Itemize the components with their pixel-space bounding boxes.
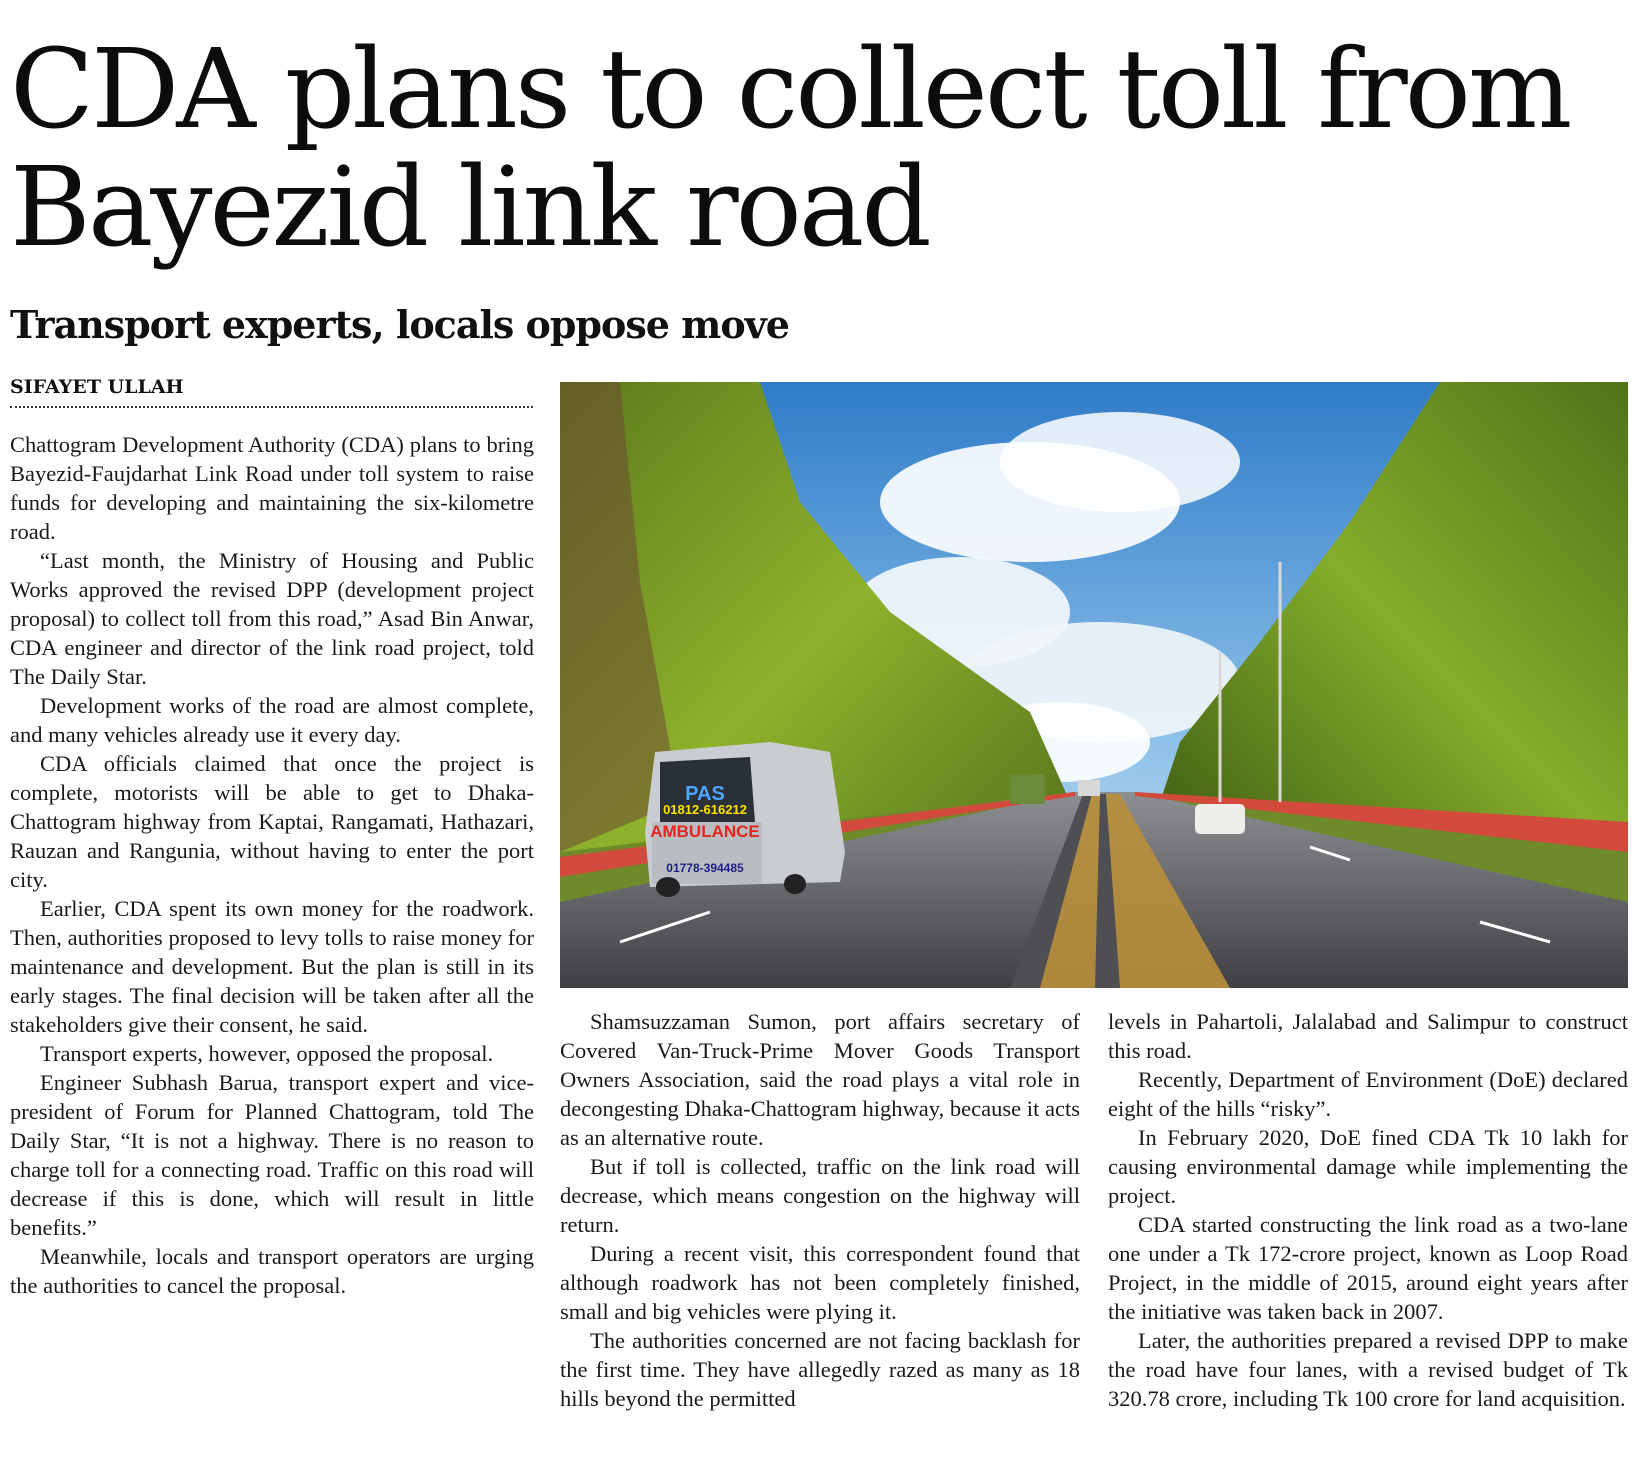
paragraph: Later, the authorities prepared a revised DPP to make the road have four lanes, with a revised budget of Tk 320.78 crore, including Tk 100 crore for land acquisition. xyxy=(1108,1328,1628,1411)
subheadline: Transport experts, locals oppose move xyxy=(10,302,789,347)
article-column-1 xyxy=(10,430,534,1300)
byline: SIFAYET ULLAH xyxy=(10,376,533,408)
ambulance-rear-phone: 01778-394485 xyxy=(666,861,744,875)
paragraph: Shamsuzzaman Sumon, port affairs secretary of Covered Van-Truck-Prime Mover Goods Transport Owners Association, said the road plays a vital role in decongesting Dhaka-Chattogram highway, because it acts as an alternative route. xyxy=(560,1009,1080,1150)
paragraph: CDA started constructing the link road as a two-lane one under a Tk 172-crore project, known as Loop Road Project, in the middle of 2015, around eight years after the initiative was taken back in 2007. xyxy=(1108,1212,1628,1324)
paragraph: Recently, Department of Environment (DoE) declared eight of the hills “risky”. xyxy=(1108,1067,1628,1121)
paragraph: Earlier, CDA spent its own money for the roadwork. Then, authorities proposed to levy tolls to raise money for maintenance and development. But the plan is still in its early stages. The final decision will be taken after all the stakeholders give their consent, he said. xyxy=(10,896,534,1037)
article-photo xyxy=(560,382,1628,988)
paragraph: CDA officials claimed that once the project is complete, motorists will be able to get to Dhaka-Chattogram highway from Kaptai, Rangamati, Hathazari, Rauzan and Rangunia, without having to enter the port city. xyxy=(10,751,534,892)
ambulance-front-phone: 01812-616212 xyxy=(663,802,747,817)
paragraph: The authorities concerned are not facing backlash for the first time. They have allegedly razed as many as 18 hills beyond the permitted xyxy=(560,1328,1080,1411)
paragraph: During a recent visit, this correspondent found that although roadwork has not been completely finished, small and big vehicles were plying it. xyxy=(560,1241,1080,1324)
paragraph: In February 2020, DoE fined CDA Tk 10 lakh for causing environmental damage while implementing the project. xyxy=(1108,1125,1628,1208)
ambulance-front-text: AMBULANCE xyxy=(650,822,760,841)
paragraph: Development works of the road are almost complete, and many vehicles already use it every day. xyxy=(10,693,534,747)
paragraph: Transport experts, however, opposed the proposal. xyxy=(40,1041,494,1066)
ambulance xyxy=(645,742,845,897)
paragraph: Engineer Subhash Barua, transport expert and vice-president of Forum for Planned Chattogram, told The Daily Star, “It is not a highway. There is no reason to charge toll for a connecting road. Traffic on this road will decrease if this is done, which will result in little benefits.” xyxy=(10,1070,534,1240)
ambulance-logo-text: PAS xyxy=(685,783,725,805)
paragraph: “Last month, the Ministry of Housing and Public Works approved the revised DPP (development project proposal) to collect toll from this road,” Asad Bin Anwar, CDA engineer and director of the link road project, told The Daily Star. xyxy=(10,548,534,689)
article-column-3 xyxy=(1108,1007,1628,1413)
article-column-2 xyxy=(560,1007,1080,1413)
paragraph: Chattogram Development Authority (CDA) plans to bring Bayezid-Faujdarhat Link Road under toll system to raise funds for developing and maintaining the six-kilometre road. xyxy=(10,432,534,544)
paragraph: But if toll is collected, traffic on the link road will decrease, which means congestion on the highway will return. xyxy=(560,1154,1080,1237)
headline: CDA plans to collect toll from Bayezid link road xyxy=(10,25,1570,271)
paragraph: levels in Pahartoli, Jalalabad and Salimpur to construct this road. xyxy=(1108,1009,1628,1063)
paragraph: Meanwhile, locals and transport operators are urging the authorities to cancel the proposal. xyxy=(10,1244,534,1298)
